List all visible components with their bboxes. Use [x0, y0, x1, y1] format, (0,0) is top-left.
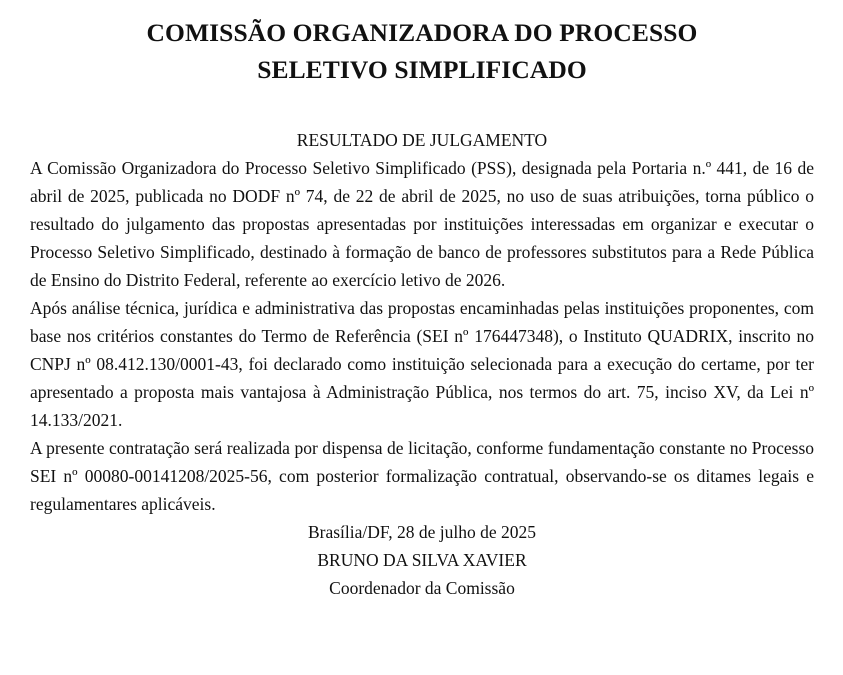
place-date: Brasília/DF, 28 de julho de 2025	[307, 522, 537, 542]
paragraph-1: A Comissão Organizadora do Processo Seletivo Simplificado (PSS), designada pela Portaria n.º 441, de 16 de abril de 2025, publicada no DODF nº 74, de 22 de abril de 2025, no uso de suas atribuições, torna público o resultado do julgamento das propostas apresentadas por instituições interessadas em organizar e executar o Processo Seletivo Simplificado, destinado à formação de banco de professores substitutos para a Rede Pública de Ensino do Distrito Federal, referente ao exercício letivo de 2026.	[30, 158, 814, 290]
document-title	[30, 14, 814, 88]
title-line-2: SELETIVO SIMPLIFICADO	[257, 55, 587, 84]
paragraph-2: Após análise técnica, jurídica e administrativa das propostas encaminhadas pelas instituições proponentes, com base nos critérios constantes do Termo de Referência (SEI nº 176447348), o Instituto QUADRIX, inscrito no CNPJ nº 08.412.130/0001-43, foi declarado como instituição selecionada para a execução do certame, por ter apresentado a proposta mais vantajosa à Administração Pública, nos termos do art. 75, inciso XV, da Lei nº 14.133/2021.	[30, 298, 814, 430]
document	[30, 14, 814, 602]
title-line-1: COMISSÃO ORGANIZADORA DO PROCESSO	[146, 18, 698, 47]
signer-name: BRUNO DA SILVA XAVIER	[317, 550, 527, 570]
signer-role: Coordenador da Comissão	[329, 578, 515, 598]
document-subtitle: RESULTADO DE JULGAMENTO	[296, 130, 548, 150]
paragraph-3: A presente contratação será realizada por dispensa de licitação, conforme fundamentação constante no Processo SEI nº 00080-00141208/2025-56, com posterior formalização contratual, observando-se os ditames legais e regulamentares aplicáveis.	[30, 438, 814, 514]
